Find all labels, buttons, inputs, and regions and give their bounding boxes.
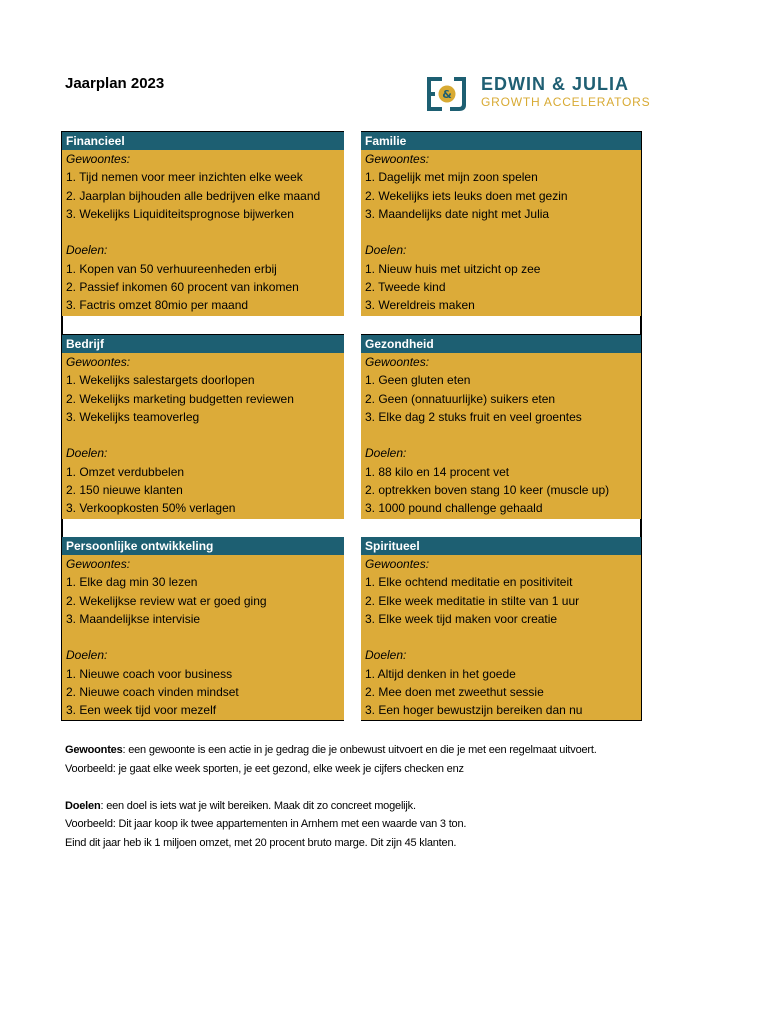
goals-example: Eind dit jaar heb ik 1 miljoen omzet, met 20 procent bruto marge. Dit zijn 45 klanten.: [65, 836, 457, 849]
goal-item: 1. Kopen van 50 verhuureenheden erbij: [66, 261, 277, 276]
habit-item: 2. Wekelijks marketing budgetten reviewen: [66, 391, 294, 406]
panel-familie: [361, 132, 641, 316]
habit-item: 3. Maandelijkse intervisie: [66, 611, 201, 626]
svg-text:&: &: [442, 88, 452, 101]
habit-item: 1. Elke ochtend meditatie en positiviteit: [365, 575, 573, 590]
habit-item: 2. Wekelijkse review wat er goed ging: [66, 593, 267, 608]
habit-item: 1. Tijd nemen voor meer inzichten elke week: [66, 170, 303, 185]
panel-title: Financieel: [62, 132, 344, 150]
habit-item: 3. Elke week tijd maken voor creatie: [365, 611, 558, 626]
panel-title: Familie: [361, 132, 641, 150]
panel-title: Spiritueel: [361, 537, 641, 555]
habit-item: 3. Elke dag 2 stuks fruit en veel groentes: [365, 409, 582, 424]
goal-item: 2. Tweede kind: [365, 280, 446, 295]
habit-item: 1. Dagelijk met mijn zoon spelen: [365, 170, 538, 185]
panel-spiritueel: [361, 537, 641, 720]
habit-item: 2. Wekelijks iets leuks doen met gezin: [365, 188, 568, 203]
goal-item: 3. Verkoopkosten 50% verlagen: [66, 501, 236, 516]
goal-item: 3. Wereldreis maken: [365, 298, 475, 313]
habit-item: 2. Jaarplan bijhouden alle bedrijven elke maand: [66, 188, 321, 203]
goal-item: 3. Factris omzet 80mio per maand: [66, 298, 249, 313]
goals-example: Voorbeeld: Dit jaar koop ik twee appartementen in Arnhem met een waarde van 3 ton.: [65, 818, 467, 830]
goals-label: Doelen:: [365, 648, 407, 663]
goals-label: Doelen:: [365, 243, 407, 258]
page-title: Jaarplan 2023: [65, 75, 165, 92]
habit-item: 2. Elke week meditatie in stilte van 1 uur: [365, 593, 580, 608]
habits-label: Gewoontes:: [66, 557, 131, 571]
habits-label: Gewoontes:: [66, 152, 131, 166]
habit-item: 3. Wekelijks teamoverleg: [66, 409, 200, 424]
brand-logo: [426, 74, 651, 114]
habit-item: 1. Wekelijks salestargets doorlopen: [66, 373, 255, 388]
goal-item: 2. Mee doen met zweethut sessie: [365, 685, 544, 700]
habits-term: Gewoontes: [65, 744, 123, 756]
habits-label: Gewoontes:: [365, 355, 430, 369]
panel-persoonlijke-ontwikkeling: [62, 537, 344, 720]
habit-item: 2. Geen (onnatuurlijke) suikers eten: [365, 391, 556, 406]
panel-title: Bedrijf: [62, 335, 344, 353]
habits-label: Gewoontes:: [66, 355, 131, 369]
definitions-notes: [65, 741, 597, 852]
goal-item: 1. 88 kilo en 14 procent vet: [365, 464, 510, 479]
goal-item: 1. Nieuwe coach voor business: [66, 666, 233, 681]
panel-gezondheid: [361, 335, 641, 519]
panel-title: Persoonlijke ontwikkeling: [62, 537, 344, 555]
goal-item: 2. 150 nieuwe klanten: [66, 483, 183, 498]
goals-term: Doelen: [65, 799, 101, 812]
goals-label: Doelen:: [66, 446, 108, 461]
habit-item: 1. Geen gluten eten: [365, 373, 471, 388]
goal-item: 3. 1000 pound challenge gehaald: [365, 501, 543, 516]
habits-label: Gewoontes:: [365, 152, 430, 166]
habit-item: 3. Maandelijks date night met Julia: [365, 206, 550, 221]
habit-item: 3. Wekelijks Liquiditeitsprognose bijwerken: [66, 206, 294, 221]
goal-item: 2. optrekken boven stang 10 keer (muscle up): [365, 483, 610, 498]
goals-label: Doelen:: [66, 648, 108, 663]
habit-item: 1. Elke dag min 30 lezen: [66, 575, 198, 590]
goal-item: 2. Nieuwe coach vinden mindset: [66, 685, 239, 700]
row-gutter: [63, 519, 640, 537]
ej-monogram-icon: [426, 74, 472, 114]
panel-bedrijf: [62, 335, 344, 519]
goal-item: 3. Een week tijd voor mezelf: [66, 703, 217, 718]
goals-definition: Doelen: een doel is iets wat je wilt bereiken. Maak dit zo concreet mogelijk.: [65, 799, 416, 812]
habits-example: Voorbeeld: je gaat elke week sporten, je eet gezond, elke week je cijfers checken enz: [65, 762, 464, 775]
goal-item: 2. Passief inkomen 60 procent van inkomen: [66, 280, 299, 295]
row-gutter: [63, 316, 640, 334]
goal-item: 1. Altijd denken in het goede: [365, 666, 516, 681]
logo-tagline: GROWTH ACCELERATORS: [481, 95, 651, 109]
habits-label: Gewoontes:: [365, 557, 430, 571]
panel-financieel: [62, 132, 344, 316]
logo-brand-name: EDWIN & JULIA: [481, 74, 629, 94]
panel-title: Gezondheid: [361, 335, 641, 353]
goal-item: 1. Omzet verdubbelen: [66, 464, 185, 479]
goals-label: Doelen:: [66, 243, 108, 258]
goal-item: 3. Een hoger bewustzijn bereiken dan nu: [365, 703, 583, 718]
year-plan-grid: [61, 131, 642, 721]
column-gutter: [344, 131, 361, 721]
goal-item: 1. Nieuw huis met uitzicht op zee: [365, 261, 541, 276]
goals-label: Doelen:: [365, 446, 407, 461]
habits-definition: Gewoontes: een gewoonte is een actie in je gedrag die je onbewust uitvoert en die je met een regelmaat uitvoert.: [65, 744, 597, 756]
